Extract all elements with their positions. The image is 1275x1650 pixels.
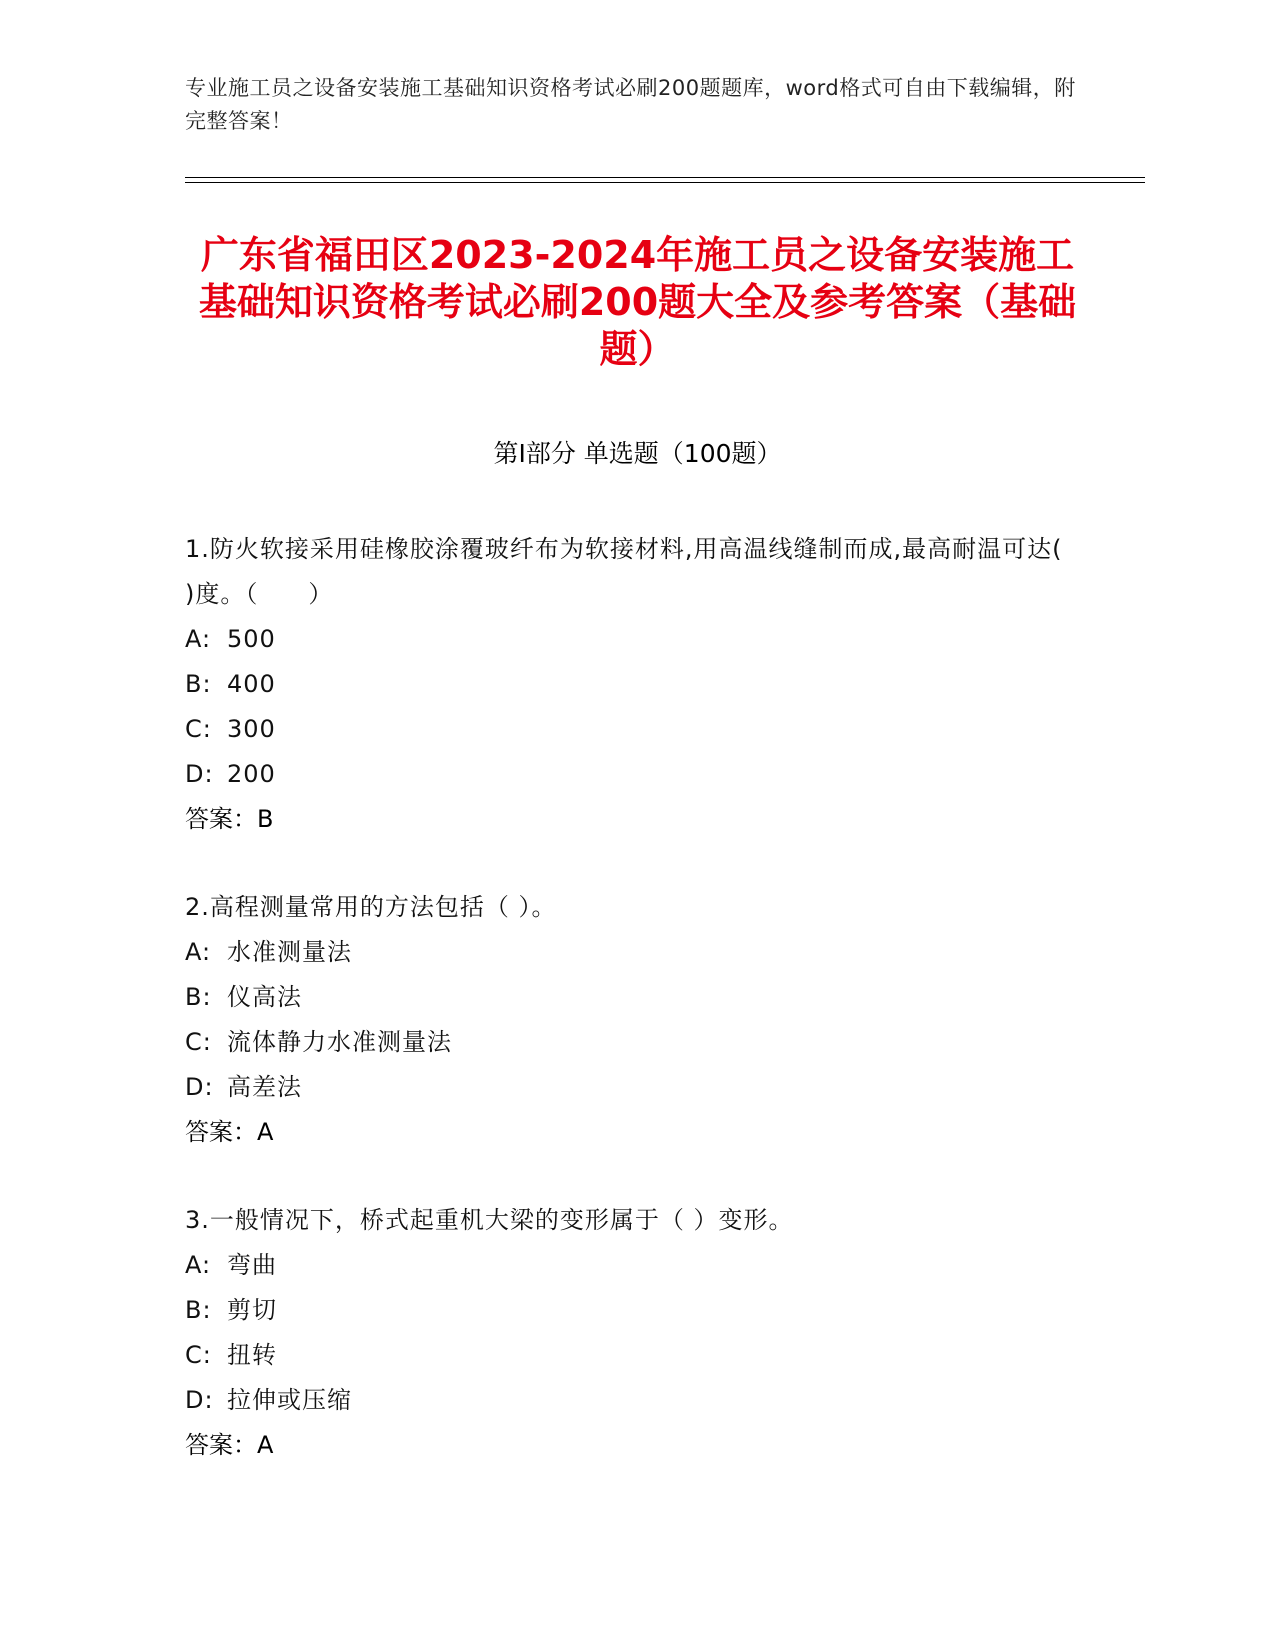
option-c (185, 707, 1065, 752)
option-d (185, 1378, 1065, 1423)
option-key: C: (185, 715, 212, 743)
option-text: 300 (227, 715, 276, 743)
option-b (185, 662, 1065, 707)
option-key: D: (185, 760, 214, 788)
answer: 答案：A (185, 1431, 274, 1459)
question-1 (185, 527, 1065, 842)
option-key: B: (185, 670, 212, 698)
option-key: A: (185, 1251, 212, 1279)
document-title: 广东省福田区2023-2024年施工员之设备安装施工基础知识资格考试必刷200题大全及参考答案（基础题） (198, 233, 1077, 371)
header-note: 专业施工员之设备安装施工基础知识资格考试必刷200题题库，word格式可自由下载编辑，附完整答案！ (185, 76, 1076, 133)
question-3 (185, 1198, 1065, 1468)
option-text: 扭转 (227, 1341, 277, 1369)
option-text: 高差法 (227, 1073, 302, 1101)
question-2 (185, 885, 1065, 1155)
option-text: 仪高法 (227, 983, 302, 1011)
option-text: 弯曲 (227, 1251, 277, 1279)
question-stem: 1.防火软接采用硅橡胶涂覆玻纤布为软接材料,用高温线缝制而成,最高耐温可达( )度。（ ） (185, 535, 1063, 608)
option-text: 水准测量法 (227, 938, 352, 966)
option-a (185, 1243, 1065, 1288)
option-text: 500 (227, 625, 276, 653)
option-d (185, 752, 1065, 797)
section-heading: 第Ⅰ部分 单选题（100题） (493, 439, 782, 468)
option-b (185, 1288, 1065, 1333)
header-rule-bottom (185, 182, 1145, 183)
option-d (185, 1065, 1065, 1110)
option-key: B: (185, 1296, 212, 1324)
option-key: D: (185, 1386, 214, 1414)
option-text: 拉伸或压缩 (227, 1386, 352, 1414)
option-text: 200 (227, 760, 276, 788)
question-stem: 3.一般情况下，桥式起重机大梁的变形属于（ ）变形。 (185, 1206, 794, 1234)
option-b (185, 975, 1065, 1020)
option-c (185, 1020, 1065, 1065)
question-stem: 2.高程测量常用的方法包括（ ）。 (185, 893, 557, 921)
question-list (185, 527, 1065, 1511)
option-key: A: (185, 625, 212, 653)
option-text: 400 (227, 670, 276, 698)
option-key: D: (185, 1073, 214, 1101)
answer: 答案：A (185, 1118, 274, 1146)
option-key: B: (185, 983, 212, 1011)
option-text: 流体静力水准测量法 (227, 1028, 452, 1056)
option-text: 剪切 (227, 1296, 277, 1324)
option-a (185, 930, 1065, 975)
option-key: C: (185, 1028, 212, 1056)
option-c (185, 1333, 1065, 1378)
option-key: C: (185, 1341, 212, 1369)
option-key: A: (185, 938, 212, 966)
answer: 答案：B (185, 805, 274, 833)
option-a (185, 617, 1065, 662)
header-rule-top (185, 177, 1145, 178)
